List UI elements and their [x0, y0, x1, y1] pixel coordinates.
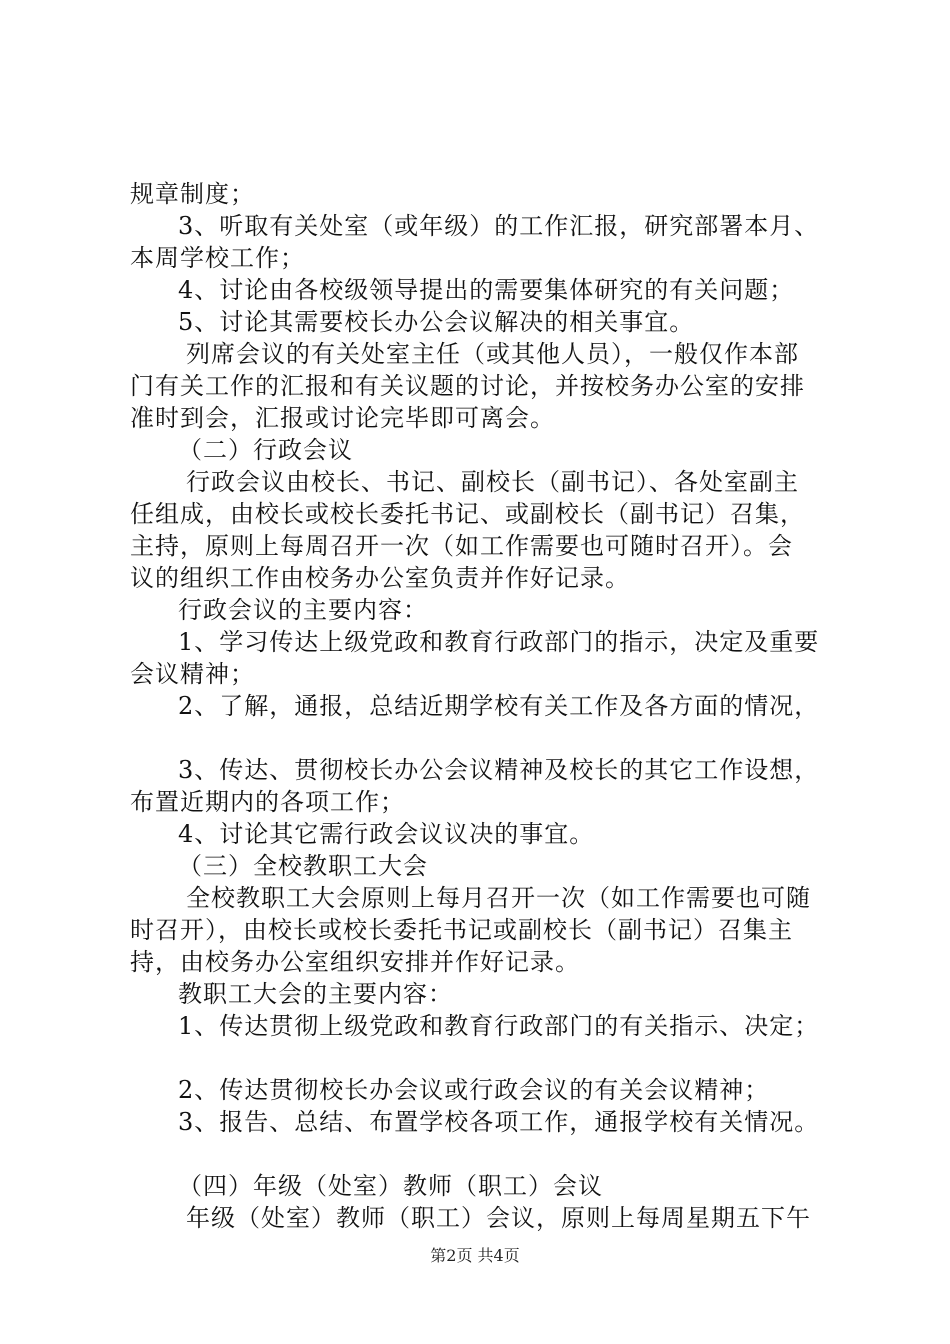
- body-line: 3、听取有关处室（或年级）的工作汇报，研究部署本月、: [178, 212, 820, 240]
- body-line: 2、了解，通报，总结近期学校有关工作及各方面的情况，: [178, 692, 820, 720]
- body-line: 列席会议的有关处室主任（或其他人员），一般仅作本部: [186, 340, 799, 368]
- body-line: 3、报告、总结、布置学校各项工作，通报学校有关情况。: [178, 1108, 820, 1136]
- body-line: 年级（处室）教师（职工）会议，原则上每周星期五下午: [186, 1204, 811, 1232]
- body-line: 时召开），由校长或校长委托书记或副校长（副书记）召集主: [130, 916, 793, 944]
- body-line: 5、讨论其需要校长办公会议解决的相关事宜。: [178, 308, 695, 336]
- body-line: 1、传达贯彻上级党政和教育行政部门的有关指示、决定；: [178, 1012, 820, 1040]
- body-line: 3、传达、贯彻校长办公会议精神及校长的其它工作设想，: [178, 756, 820, 784]
- page-number-footer: 第2页 共4页: [430, 1246, 520, 1265]
- body-line: 教职工大会的主要内容：: [178, 980, 453, 1008]
- body-line: 2、传达贯彻校长办会议或行政会议的有关会议精神；: [178, 1076, 770, 1104]
- body-line: 准时到会，汇报或讨论完毕即可离会。: [130, 404, 555, 432]
- body-line: 行政会议由校长、书记、副校长（副书记）、各处室副主: [186, 468, 799, 496]
- body-line: 会议精神；: [130, 660, 255, 688]
- body-line: 4、讨论由各校级领导提出的需要集体研究的有关问题；: [178, 276, 795, 304]
- body-line: 本周学校工作；: [130, 244, 305, 272]
- body-line: 全校教职工大会原则上每月召开一次（如工作需要也可随: [186, 884, 811, 912]
- body-line: 议的组织工作由校务办公室负责并作好记录。: [130, 564, 630, 592]
- body-line: 持，由校务办公室组织安排并作好记录。: [130, 948, 580, 976]
- body-line: 行政会议的主要内容：: [178, 596, 428, 624]
- body-line: 1、学习传达上级党政和教育行政部门的指示，决定及重要: [178, 628, 820, 656]
- section-heading: （四）年级（处室）教师（职工）会议: [178, 1172, 603, 1200]
- body-line: 主持，原则上每周召开一次（如工作需要也可随时召开）。会: [130, 532, 793, 560]
- section-heading: （三）全校教职工大会: [178, 852, 428, 880]
- body-line: 规章制度；: [130, 180, 255, 208]
- body-line: 4、讨论其它需行政会议议决的事宜。: [178, 820, 595, 848]
- body-line: 门有关工作的汇报和有关议题的讨论，并按校务办公室的安排: [130, 372, 805, 400]
- section-heading: （二）行政会议: [178, 436, 353, 464]
- body-line: 任组成，由校长或校长委托书记、或副校长（副书记）召集，: [130, 500, 805, 528]
- body-line: 布置近期内的各项工作；: [130, 788, 405, 816]
